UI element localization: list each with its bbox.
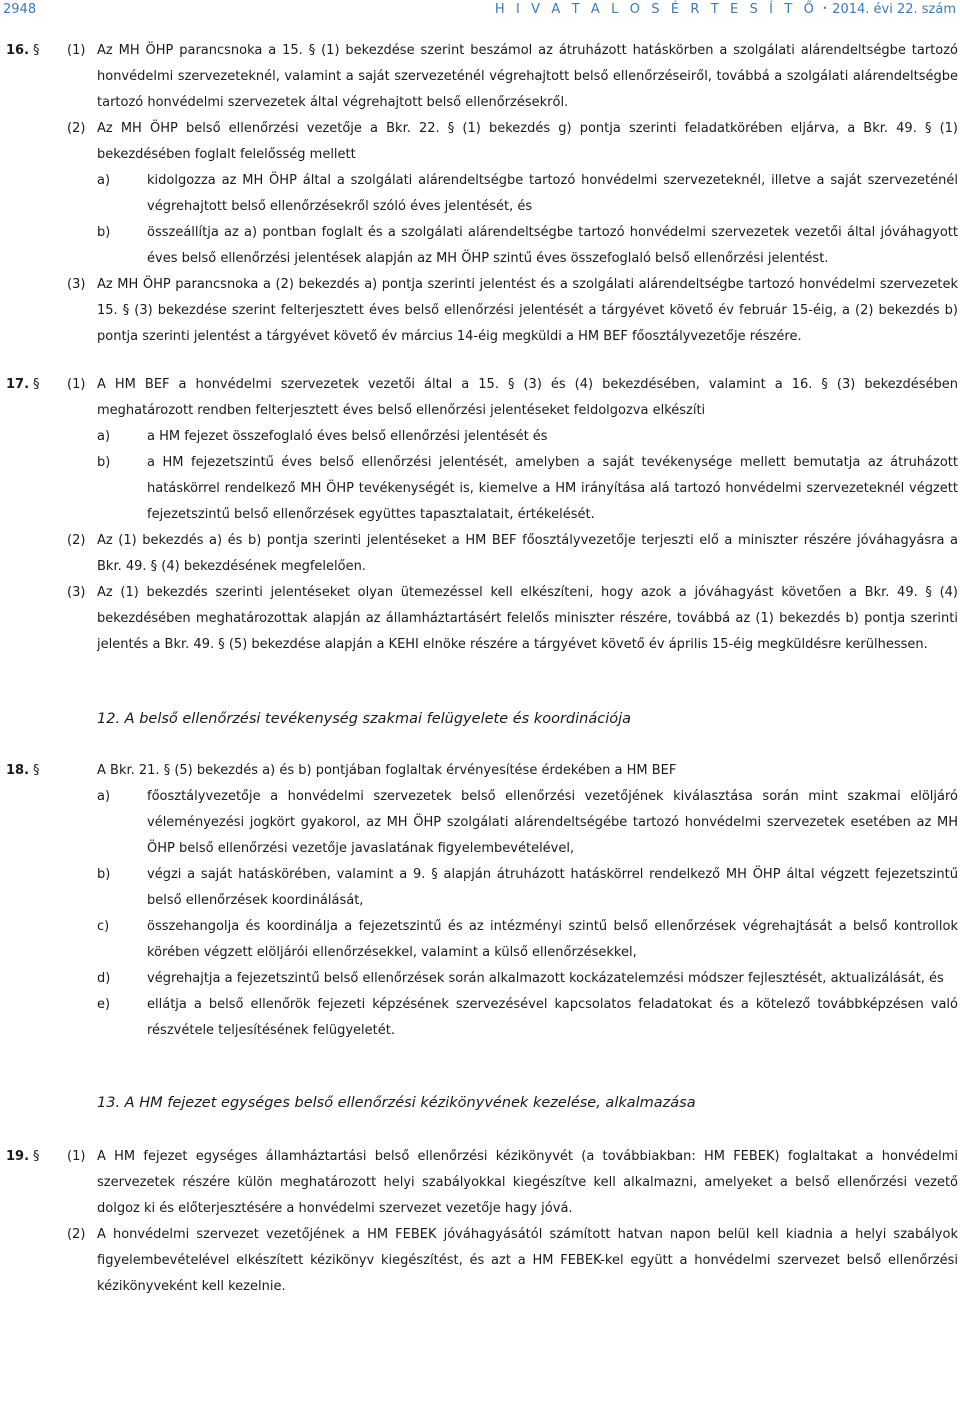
item-letter: a): [97, 429, 111, 444]
section-mark: §: [33, 763, 40, 778]
section-mark: §: [33, 1149, 40, 1164]
item-text: összeállítja az a) pontban foglalt és a szolgálati alárendeltségbe tartozó honvédelmi szervezetek vezetői által jóváhagyott éves belső ellenőrzési jelentések alapján az MH ÖHP szintű éves összefoglaló belső ellenőrzési jelentést.: [147, 225, 958, 266]
paragraph-2: [67, 528, 958, 580]
document-body: [0, 38, 960, 1300]
list-item-b: [97, 220, 958, 272]
item-text: a HM fejezetszintű éves belső ellenőrzési jelentését, amelyben a saját tevékenysége mellett bemutatja az átruházott hatáskörrel rendelkező MH ÖHP tevékenységét is, kiemelve a HM irányítása alá tartozó honvédelmi szervezeteknél végzett fejezetszintű belső ellenőrzések együttes tapasztalatait, értékelését.: [147, 455, 958, 522]
paragraph-text: Az MH ÖHP parancsnoka a (2) bekezdés a) pontja szerinti jelentést és a szolgálati alárendeltségbe tartozó honvédelmi szervezetek 15. § (3) bekezdése szerint felterjesztett éves belső ellenőrzési jelentését a tárgyévet követő év február 15-éig, a (2) bekezdés b) pontja szerinti jelentést a tárgyévet követő év március 14-éig megküldi a HM BEF főosztályvezetője részére.: [97, 277, 958, 344]
paragraph-number: (3): [67, 585, 86, 600]
item-text: főosztályvezetője a honvédelmi szervezetek belső ellenőrzési vezetőjének kiválasztása során mint szakmai elöljáró véleményezési jogkört gyakorol, az MH ÖHP szolgálati alárendeltségébe tartozó honvédelmi szervezetek esetében az MH ÖHP belső ellenőrzési vezetője javaslatának figyelembevételével,: [147, 789, 958, 856]
paragraph-text: Az MH ÖHP belső ellenőrzési vezetője a Bkr. 22. § (1) bekezdés g) pontja szerinti feladatkörében eljárva, a Bkr. 49. § (1) bekezdésében foglalt felelősség mellett: [97, 121, 958, 162]
page-header: [0, 0, 960, 22]
chapter-heading-13: 13. A HM fejezet egységes belső ellenőrzési kézikönyvének kezelése, alkalmazása: [97, 1095, 696, 1111]
section-number: 19. §: [6, 1149, 40, 1164]
list-item-a: [97, 784, 958, 862]
paragraph-number: (2): [67, 1227, 86, 1242]
list-item-b: [97, 450, 958, 528]
paragraph-1: [67, 1144, 958, 1222]
paragraph-text: A HM fejezet egységes államháztartási belső ellenőrzési kézikönyvét (a továbbiakban: HM FEBEK) foglaltakat a honvédelmi szervezetek részére külön meghatározott helyi szabályokkal kiegészítve kell alkalmazni, amelyeket a belső ellenőrzési vezető dolgoz ki és előterjesztésére a honvédelmi szervezet vezetője hagy jóvá.: [97, 1149, 958, 1216]
paragraph-text: A HM BEF a honvédelmi szervezetek vezetői által a 15. § (3) és (4) bekezdésében, valamint a 16. § (3) bekezdésében meghatározott rendben felterjesztett éves belső ellenőrzési jelentéseket feldolgozva elkészíti: [97, 377, 958, 418]
paragraph-number: (1): [67, 1149, 86, 1164]
item-text: összehangolja és koordinálja a fejezetszintű és az intézményi szintű belső ellenőrzések végrehajtását a belső kontrollok körében végzett elöljárói ellenőrzésekkel, valamint a külső ellenőrzésekkel,: [147, 919, 958, 960]
paragraph-2: [67, 1222, 958, 1300]
paragraph-number: (1): [67, 43, 86, 58]
list-item-e: [97, 992, 958, 1044]
item-text: kidolgozza az MH ÖHP által a szolgálati alárendeltségbe tartozó honvédelmi szervezeteknél, illetve a saját szervezeténél végrehajtott belső ellenőrzésekről szóló éves jelentését, és: [147, 173, 958, 214]
item-text: a HM fejezet összefoglaló éves belső ellenőrzési jelentését és: [147, 429, 548, 444]
item-letter: a): [97, 789, 111, 804]
section-number: 16. §: [6, 43, 40, 58]
item-letter: b): [97, 455, 111, 470]
section-mark: §: [33, 377, 40, 392]
page-number: 2948: [3, 2, 37, 17]
list-item-c: [97, 914, 958, 966]
item-text: ellátja a belső ellenőrök fejezeti képzésének szervezésével kapcsolatos feladatokat és a kötelező továbbképzésen való részvétele teljesítésének felügyeletét.: [147, 997, 958, 1038]
section-intro: A Bkr. 21. § (5) bekezdés a) és b) pontjában foglaltak érvényesítése érdekében a HM BEF: [97, 763, 677, 778]
item-text: végrehajtja a fejezetszintű belső ellenőrzések során alkalmazott kockázatelemzési módszer fejlesztését, aktualizálását, és: [147, 971, 944, 986]
publication-info: [495, 2, 956, 19]
publication-title: H I V A T A L O S É R T E S Í T Ő: [494, 2, 818, 17]
item-letter: e): [97, 997, 111, 1012]
item-letter: a): [97, 173, 111, 188]
paragraph-text: Az MH ÖHP parancsnoka a 15. § (1) bekezdése szerint beszámol az átruházott hatáskörben a szolgálati alárendeltségbe tartozó honvédelmi szervezeteknél, valamint a saját szervezeténél végrehajtott belső ellenőrzéseiről, továbbá a szolgálati alárendeltségbe tartozó honvédelmi szervezetek által végrehajtott belső ellenőrzésekről.: [97, 43, 958, 110]
paragraph-number: (2): [67, 121, 86, 136]
issue-number: 2014. évi 22. szám: [832, 2, 956, 17]
paragraph-text: A honvédelmi szervezet vezetőjének a HM FEBEK jóváhagyásától számított hatvan napon belül kell kiadnia a helyi szabályok figyelembevételével elkészített kézikönyv kiegészítést, és azt a HM FEBEK-kel együtt a honvédelmi szervezet belső ellenőrzési kézikönyveként kell kezelnie.: [97, 1227, 958, 1294]
section-19: [0, 1144, 960, 1300]
paragraph-number: (1): [67, 377, 86, 392]
list-item-b: [97, 862, 958, 914]
section-17: [0, 372, 960, 658]
list-item-a: [97, 168, 958, 220]
item-letter: b): [97, 867, 111, 882]
paragraph-number: (3): [67, 277, 86, 292]
section-18: [0, 758, 960, 1044]
paragraph-2: [67, 116, 958, 272]
paragraph-3: [67, 580, 958, 658]
paragraph-text: Az (1) bekezdés szerinti jelentéseket olyan ütemezéssel kell elkészíteni, hogy azok a jóváhagyást követően a Bkr. 49. § (4) bekezdésében meghatározottak alapján az államháztartásért felelős miniszter részére, továbbá az (1) bekezdés b) pontja szerinti jelentés a Bkr. 49. § (5) bekezdése alapján a KEHI elnöke részére a tárgyévet követő év április 15-éig megküldésre kerülhessen.: [97, 585, 958, 652]
paragraph-text: Az (1) bekezdés a) és b) pontja szerinti jelentéseket a HM BEF főosztályvezetője terjeszti elő a miniszter részére jóváhagyásra a Bkr. 49. § (4) bekezdésének megfelelően.: [97, 533, 958, 574]
list-item-d: [97, 966, 958, 992]
paragraph-1: [67, 38, 958, 116]
item-letter: b): [97, 225, 111, 240]
paragraph-3: [67, 272, 958, 350]
item-text: végzi a saját hatáskörében, valamint a 9. § alapján átruházott hatáskörrel rendelkező MH ÖHP által végzett fejezetszintű belső ellenőrzések koordinálását,: [147, 867, 958, 908]
chapter-heading-12: 12. A belső ellenőrzési tevékenység szakmai felügyelete és koordinációja: [97, 711, 632, 727]
section-16: [0, 38, 960, 350]
paragraph-number: (2): [67, 533, 86, 548]
section-number: 18. §: [6, 763, 40, 778]
item-letter: c): [97, 919, 110, 934]
paragraph-1: [67, 372, 958, 528]
section-number: 17. §: [6, 377, 40, 392]
section-mark: §: [33, 43, 40, 58]
list-item-a: [97, 424, 958, 450]
item-letter: d): [97, 971, 111, 986]
bullet-icon: •: [822, 4, 828, 13]
